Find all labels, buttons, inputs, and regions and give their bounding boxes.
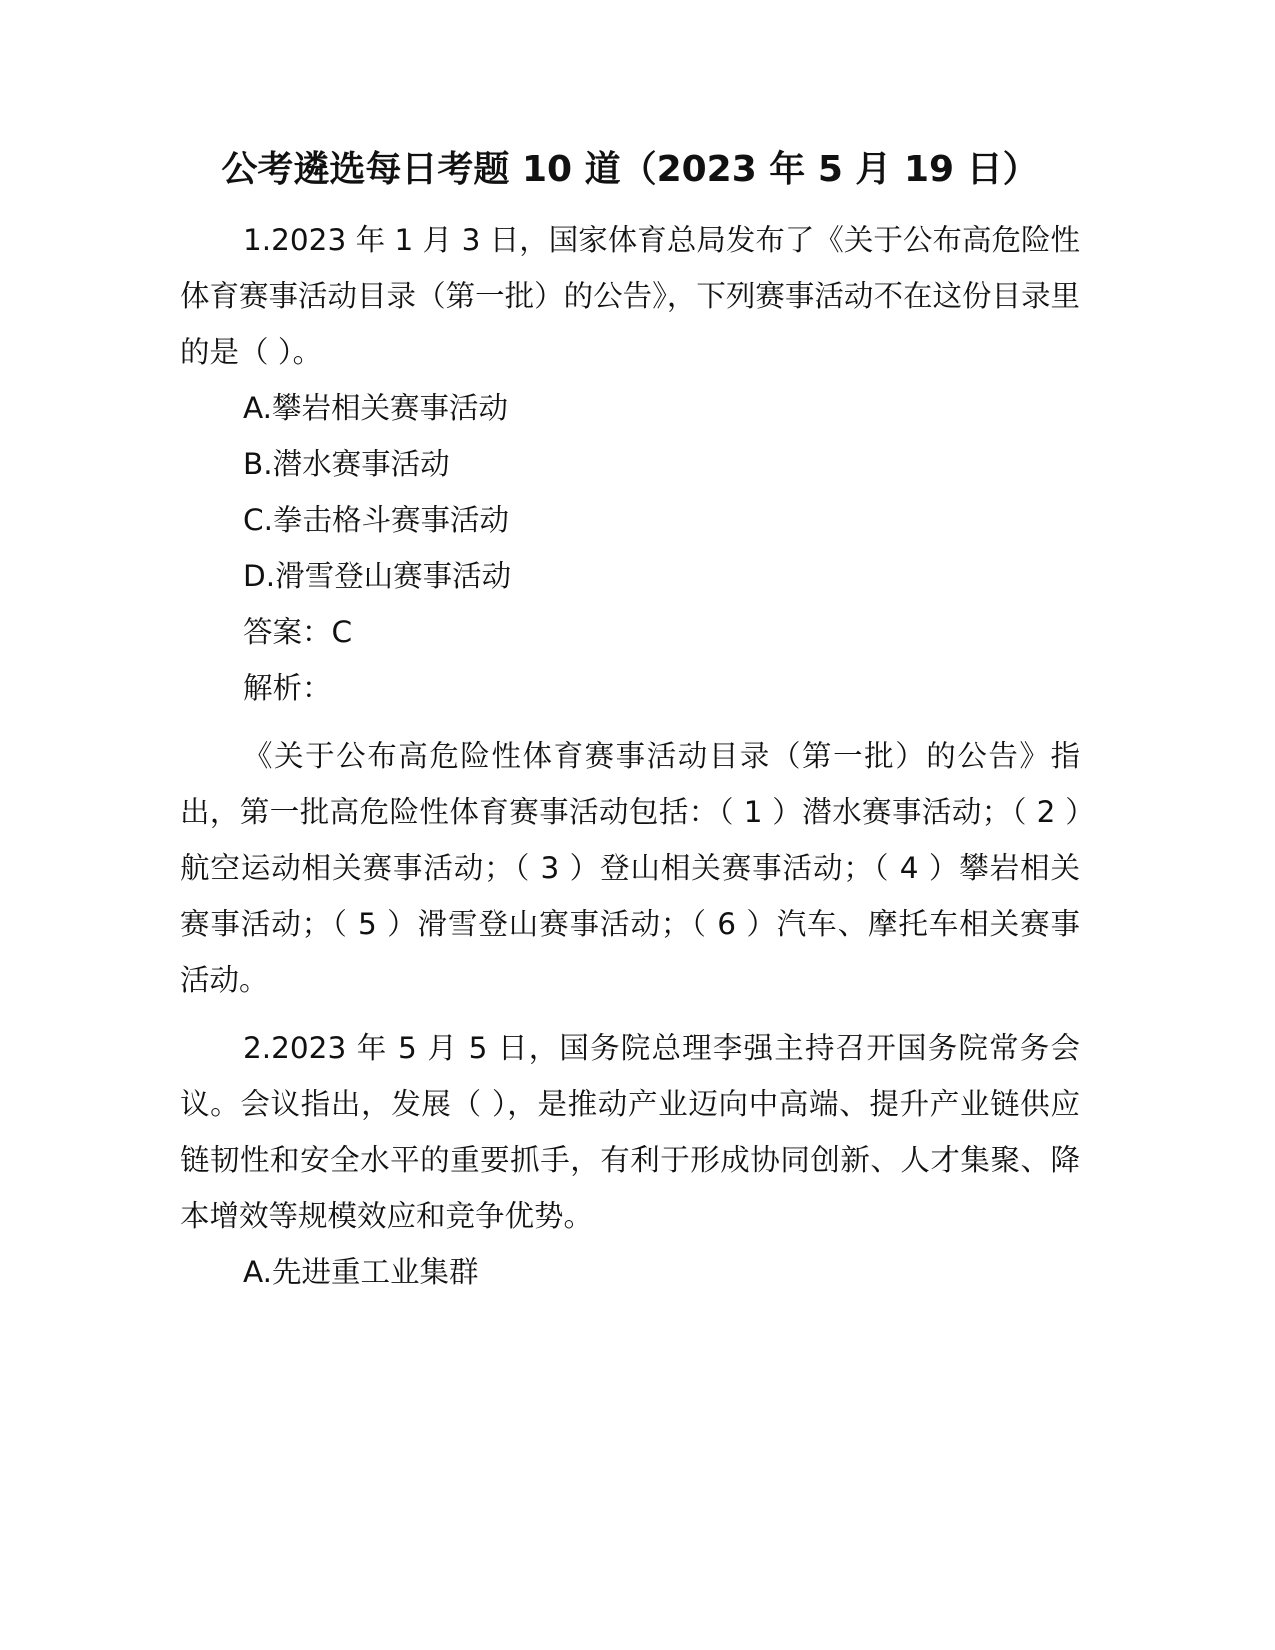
question-1-option-a: A.攀岩相关赛事活动 — [243, 391, 509, 425]
document-page — [180, 140, 1080, 1300]
question-1-analysis: 《关于公布高危险性体育赛事活动目录（第一批）的公告》指出，第一批高危险性体育赛事活动包括：（ 1 ）潜水赛事活动；（ 2 ）航空运动相关赛事活动；（ 3 ）登山相关赛事活动；（ 4 ）攀岩相关赛事活动；（ 5 ）滑雪登山赛事活动；（ 6 ）汽车、摩托车相关赛事活动。 — [180, 739, 1080, 997]
question-1-stem: 1.2023 年 1 月 3 日，国家体育总局发布了《关于公布高危险性体育赛事活动目录（第一批）的公告》，下列赛事活动不在这份目录里的是（ ）。 — [180, 223, 1080, 369]
page-title: 公考遴选每日考题 10 道（2023 年 5 月 19 日） — [221, 149, 1039, 190]
question-1-option-b: B.潜水赛事活动 — [243, 447, 450, 481]
question-1-answer: 答案：C — [243, 615, 353, 649]
question-2-stem: 2.2023 年 5 月 5 日，国务院总理李强主持召开国务院常务会议。会议指出，发展（ ），是推动产业迈向中高端、提升产业链供应链韧性和安全水平的重要抓手，有利于形成协同创新、人才集聚、降本增效等规模效应和竞争优势。 — [180, 1031, 1080, 1233]
question-2-option-a: A.先进重工业集群 — [243, 1255, 479, 1289]
question-1-option-c: C.拳击格斗赛事活动 — [243, 503, 509, 537]
question-1-analysis-label: 解析： — [243, 671, 332, 705]
question-1-option-d: D.滑雪登山赛事活动 — [243, 559, 512, 593]
